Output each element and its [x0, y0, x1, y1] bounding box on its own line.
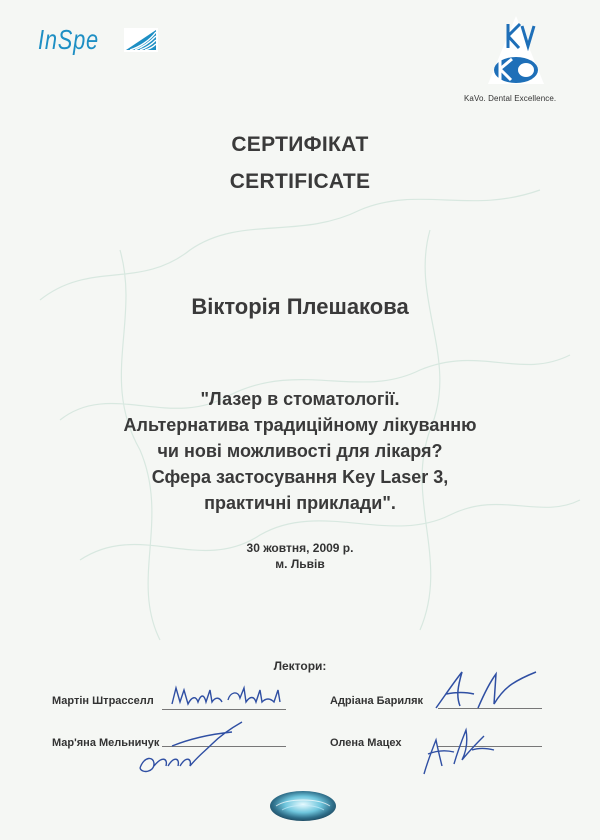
course-title [0, 386, 600, 516]
course-line: "Лазер в стоматології. [200, 389, 400, 409]
course-place: м. Львів [275, 557, 325, 571]
signature-1 [168, 682, 288, 712]
course-line: Альтернатива традиційному лікуванню [123, 415, 477, 435]
course-line: практичні приклади". [204, 493, 396, 513]
lecturer-name: Адріана Бариляк [330, 695, 424, 707]
lecturer-name: Мартін Штрасселл [52, 695, 154, 707]
inspe-logo-wave-icon [124, 28, 158, 52]
course-date: 30 жовтня, 2009 р. [246, 541, 354, 555]
lecturers-label: Лектори: [273, 659, 327, 673]
signature-4 [414, 720, 504, 778]
signature-3 [132, 716, 252, 778]
certificate-title-ua: СЕРТИФІКАТ [231, 133, 369, 156]
inspe-logo-text: InSpe [38, 24, 99, 55]
course-line: чи нові можливості для лікаря? [157, 441, 443, 461]
inspe-logo [38, 26, 158, 56]
recipient-name: Вікторія Плешакова [191, 294, 409, 319]
kavo-tagline: KaVo. Dental Excellence. [464, 94, 557, 103]
kavo-logo-icon [486, 14, 546, 86]
certificate-title-en: CERTIFICATE [229, 170, 371, 193]
course-line: Сфера застосування Key Laser 3, [151, 467, 449, 487]
shell-emblem-icon [268, 786, 338, 824]
lecturer-name: Мар'яна Мельничук [52, 737, 160, 749]
signature-2 [432, 664, 542, 716]
lecturer-name: Олена Мацех [330, 737, 402, 749]
